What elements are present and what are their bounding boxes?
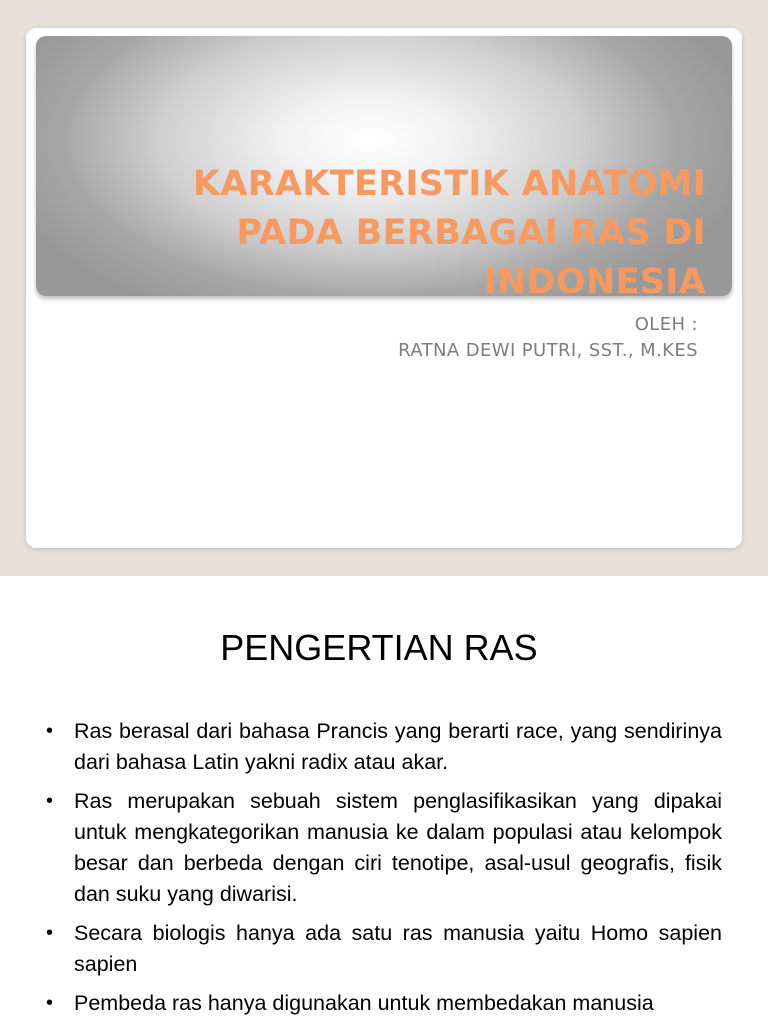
bullet-item (46, 918, 722, 980)
title-panel (36, 36, 732, 302)
bullet-item (46, 786, 722, 910)
bullet-dot-icon: • (46, 992, 54, 1014)
subtitle-author: RATNA DEWI PUTRI, SST., M.KES (398, 340, 698, 361)
slide-1-subtitle (398, 312, 698, 364)
bullet-text: Ras berasal dari bahasa Prancis yang berarti race, yang sendirinya dari bahasa Latin yakni radix atau akar. (74, 719, 722, 774)
slide-2 (0, 576, 768, 1024)
bullet-text: Secara biologis hanya ada satu ras manusia yaitu Homo sapien sapien (74, 921, 722, 976)
bullet-item (46, 716, 722, 778)
bullet-dot-icon: • (46, 790, 54, 812)
bullet-dot-icon: • (46, 720, 54, 742)
bullet-text: Ras merupakan sebuah sistem penglasifikasikan yang dipakai untuk mengkategorikan manusia ke dalam populasi atau kelompok besar dan berbeda dengan ciri tenotipe, asal-usul geografis, fisik dan suku yang diwarisi. (74, 789, 722, 906)
bullet-item (46, 988, 722, 1019)
slide-2-title: PENGERTIAN RAS (220, 627, 538, 668)
bullet-dot-icon: • (46, 922, 54, 944)
slide-1-card (26, 28, 742, 548)
bullet-text: Pembeda ras hanya digunakan untuk membedakan manusia (74, 991, 654, 1015)
bullet-list (46, 716, 722, 1027)
subtitle-oleh: OLEH : (634, 314, 698, 335)
slide-1-title: KARAKTERISTIK ANATOMI PADA BERBAGAI RAS DI INDONESIA (192, 164, 706, 302)
